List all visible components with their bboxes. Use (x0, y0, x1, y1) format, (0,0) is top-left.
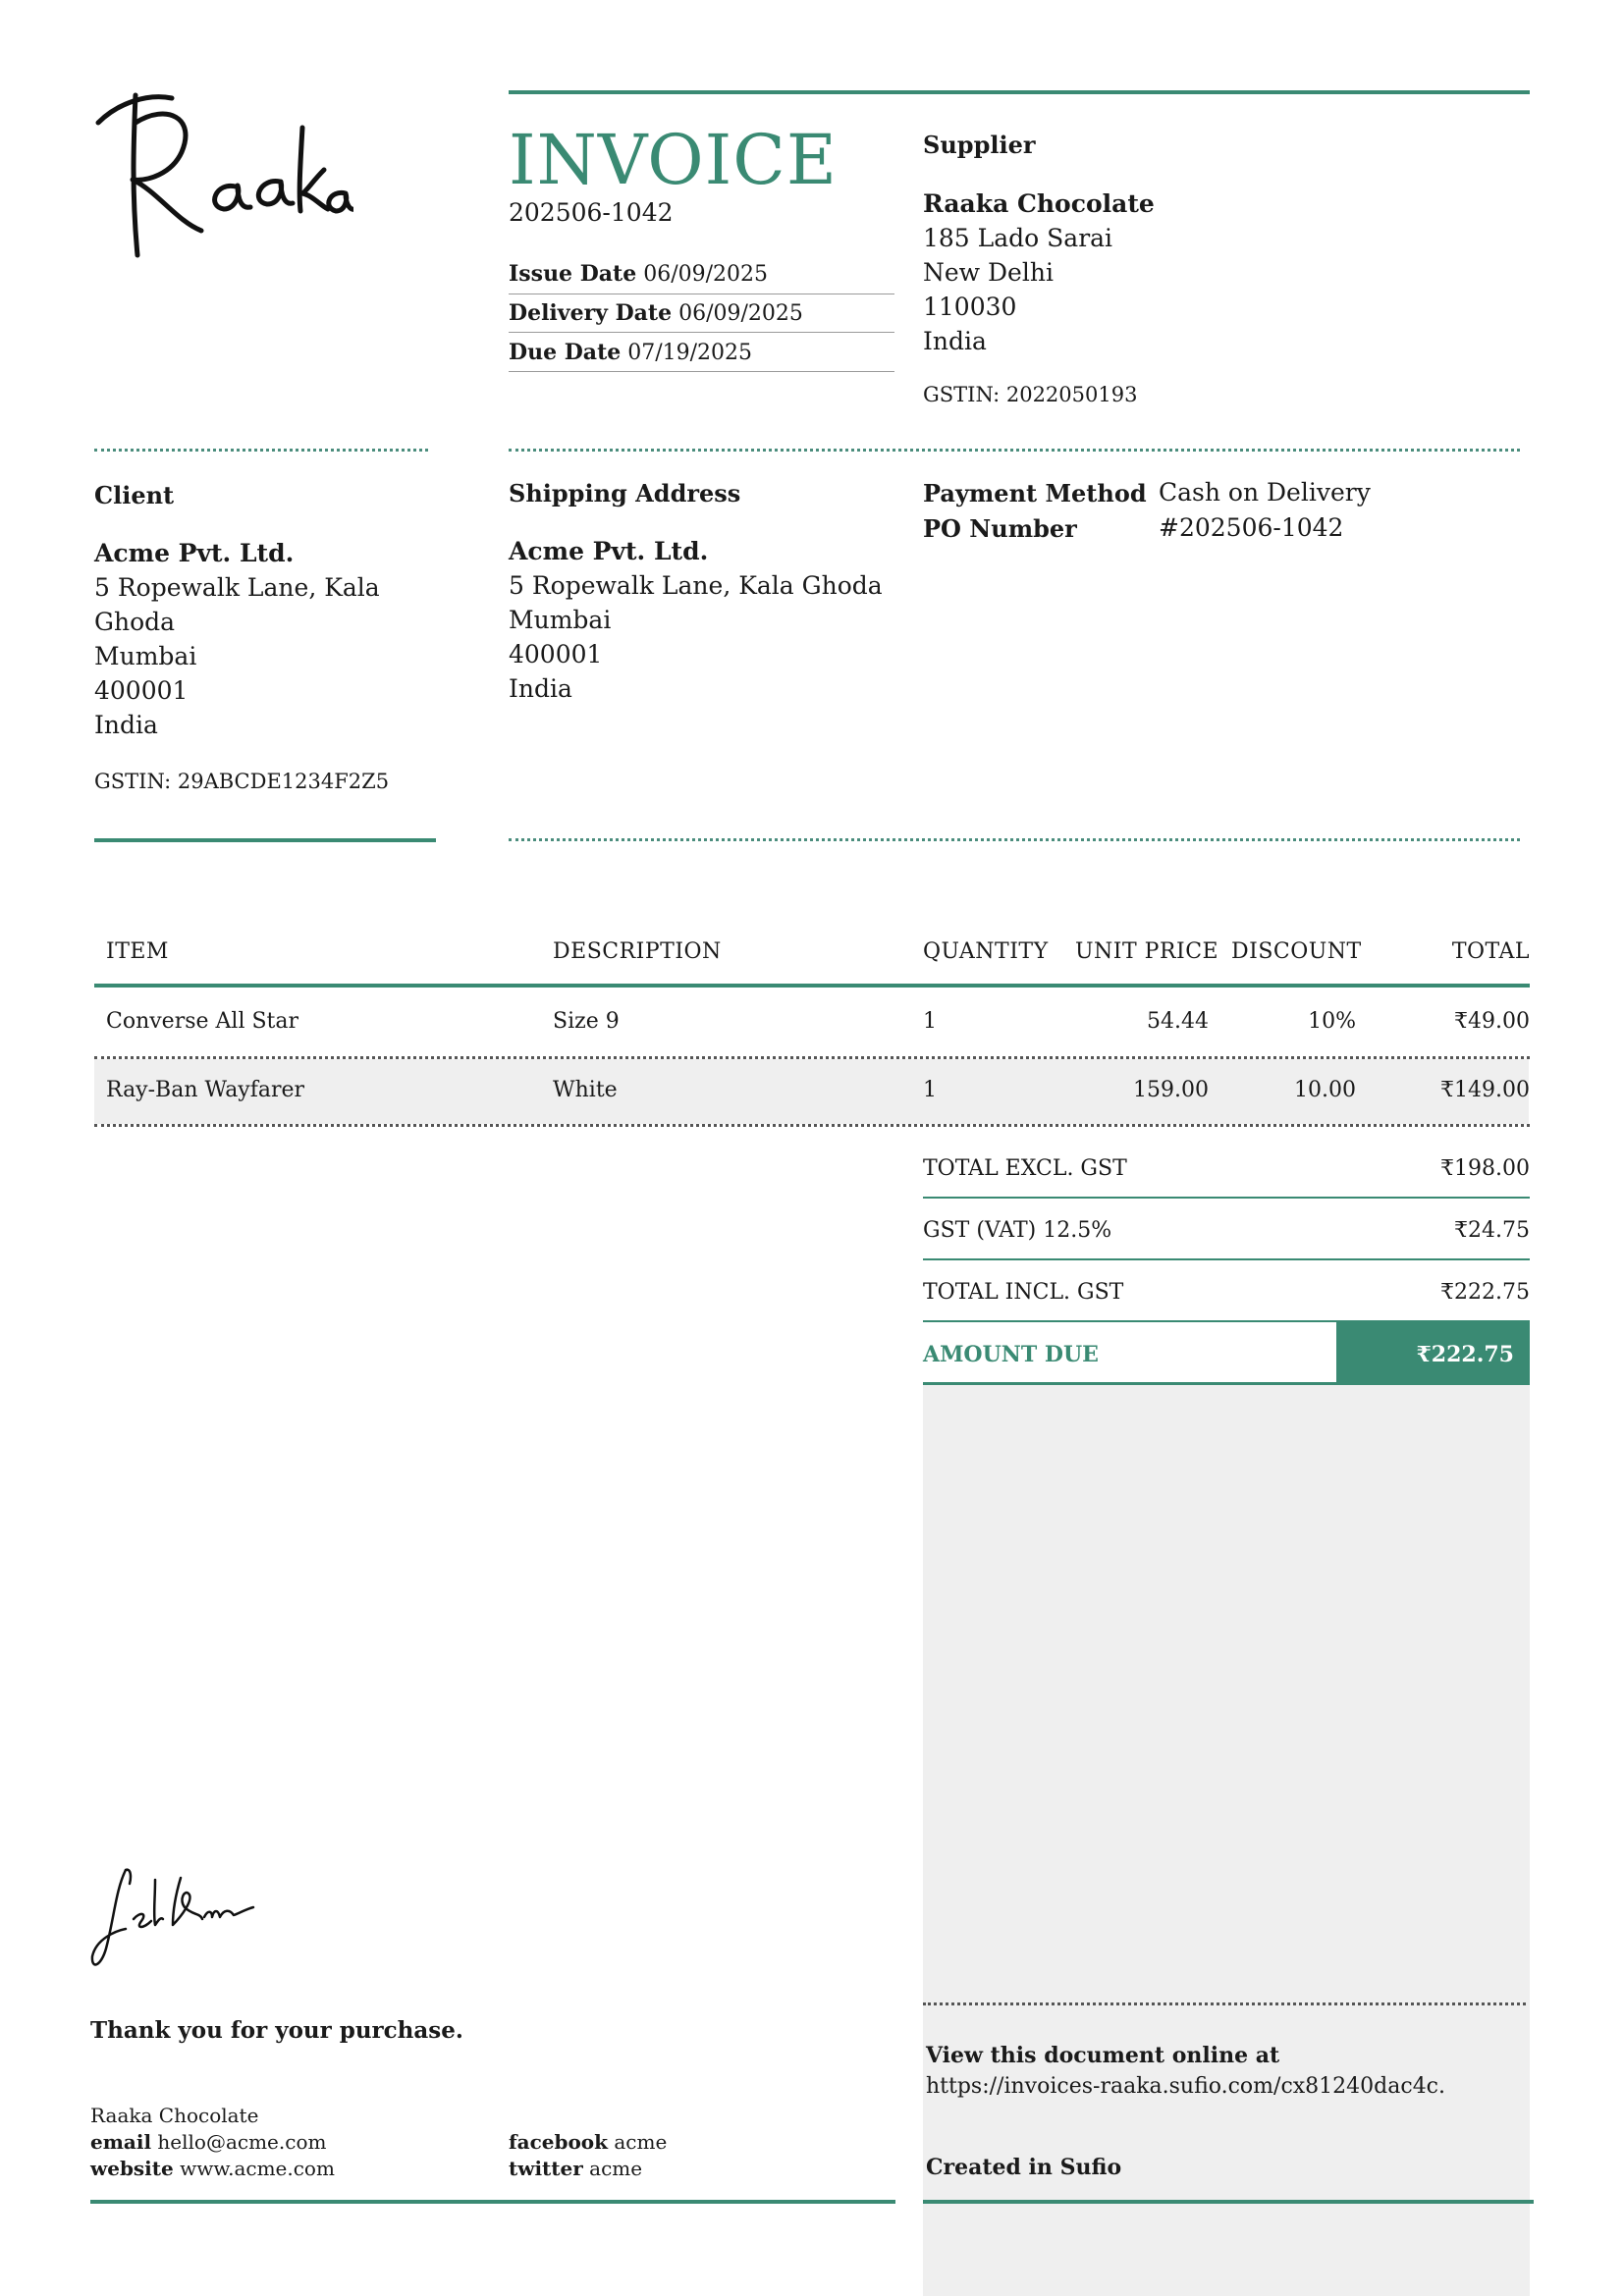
client-address-line: Ghoda (94, 608, 176, 636)
due-date-value: 07/19/2025 (627, 341, 753, 365)
signature (86, 1860, 263, 1978)
twitter-label: twitter (509, 2157, 583, 2180)
cell-total: ₹149.00 (1440, 1078, 1530, 1102)
delivery-date-row (509, 302, 894, 325)
shipping-address-line: India (509, 674, 572, 703)
section-separator (94, 449, 428, 452)
panel-footer-rule (923, 2200, 1534, 2204)
delivery-date-label: Delivery Date (509, 300, 673, 326)
supplier-address-line: 185 Lado Sarai (923, 224, 1113, 252)
table-header-rule (94, 984, 1530, 988)
divider (509, 332, 894, 333)
payment-method-label: Payment Method (923, 479, 1147, 507)
client-name: Acme Pvt. Ltd. (94, 539, 295, 567)
supplier-heading: Supplier (923, 131, 1036, 159)
issue-date-row (509, 263, 894, 286)
delivery-date-value: 06/09/2025 (678, 301, 803, 326)
cell-quantity: 1 (923, 1078, 937, 1102)
raaka-logo (88, 83, 353, 270)
supplier-name: Raaka Chocolate (923, 189, 1155, 218)
total-excl-label: TOTAL EXCL. GST (923, 1156, 1127, 1181)
gst-label: GST (VAT) 12.5% (923, 1218, 1112, 1243)
email-value[interactable]: hello@acme.com (157, 2130, 327, 2154)
section-separator (509, 449, 1520, 452)
issue-date-value: 06/09/2025 (643, 262, 769, 287)
facebook-label: facebook (509, 2130, 608, 2154)
view-online-label: View this document online at (926, 2043, 1280, 2068)
twitter-value[interactable]: acme (589, 2157, 643, 2180)
client-heading: Client (94, 481, 175, 509)
divider (509, 371, 894, 372)
total-incl-value: ₹222.75 (1440, 1280, 1530, 1305)
cell-unit-price: 159.00 (1133, 1078, 1209, 1102)
created-in-sufio: Created in Sufio (926, 2155, 1122, 2180)
supplier-gstin: GSTIN: 2022050193 (923, 383, 1138, 406)
shipping-heading: Shipping Address (509, 479, 741, 507)
footer-facebook (509, 2130, 667, 2154)
supplier-address-line: New Delhi (923, 258, 1054, 287)
totals-rule (923, 1197, 1530, 1199)
cell-description: White (553, 1078, 618, 1102)
client-address-line: Mumbai (94, 642, 197, 670)
cell-discount: 10% (1308, 1009, 1356, 1034)
cell-total: ₹49.00 (1454, 1009, 1530, 1034)
view-online-url[interactable]: https://invoices-raaka.sufio.com/cx81240dac4c. (926, 2074, 1445, 2099)
invoice-title: INVOICE (509, 120, 838, 200)
cell-description: Size 9 (553, 1009, 620, 1034)
website-value[interactable]: www.acme.com (180, 2157, 335, 2180)
email-label: email (90, 2130, 152, 2154)
shipping-block (509, 534, 883, 706)
footer-company: Raaka Chocolate (90, 2104, 259, 2127)
due-date-row (509, 342, 894, 364)
supplier-address-line: India (923, 327, 987, 355)
totals-rule (923, 1258, 1530, 1260)
section-separator (509, 838, 1520, 841)
col-header-discount: DISCOUNT (1231, 939, 1362, 964)
thank-you-message: Thank you for your purchase. (90, 2017, 463, 2044)
shipping-address-line: 5 Ropewalk Lane, Kala Ghoda (509, 571, 883, 600)
header-rule (509, 90, 1530, 94)
footer-rule (90, 2200, 895, 2204)
cell-quantity: 1 (923, 1009, 937, 1034)
col-header-quantity: QUANTITY (923, 939, 1049, 964)
client-address-line: 400001 (94, 676, 189, 705)
client-rule (94, 838, 436, 842)
supplier-address-line: 110030 (923, 293, 1017, 321)
amount-due-label: AMOUNT DUE (923, 1342, 1099, 1367)
col-header-unit-price: UNIT PRICE (1075, 939, 1219, 964)
facebook-value[interactable]: acme (614, 2130, 668, 2154)
amount-due-value: ₹222.75 (1416, 1342, 1514, 1367)
client-block (94, 536, 380, 742)
cell-item: Converse All Star (106, 1009, 299, 1034)
invoice-number: 202506-1042 (509, 198, 674, 227)
panel-separator (923, 2002, 1526, 2005)
po-number-label: PO Number (923, 514, 1077, 543)
website-label: website (90, 2157, 174, 2180)
issue-date-label: Issue Date (509, 261, 637, 287)
cell-discount: 10.00 (1294, 1078, 1356, 1102)
po-number-value: #202506-1042 (1159, 513, 1344, 542)
footer-website (90, 2157, 335, 2180)
total-incl-label: TOTAL INCL. GST (923, 1280, 1124, 1305)
col-header-total: TOTAL (1451, 939, 1530, 964)
cell-item: Ray-Ban Wayfarer (106, 1078, 305, 1102)
payment-method-value: Cash on Delivery (1159, 478, 1371, 507)
client-address-line: 5 Ropewalk Lane, Kala (94, 573, 380, 602)
client-address-line: India (94, 711, 158, 739)
footer-email (90, 2130, 326, 2154)
gst-value: ₹24.75 (1454, 1218, 1530, 1243)
supplier-block (923, 187, 1155, 358)
col-header-description: DESCRIPTION (553, 939, 722, 964)
row-separator (94, 1124, 1530, 1127)
shipping-address-line: 400001 (509, 640, 603, 668)
due-date-label: Due Date (509, 340, 622, 365)
cell-unit-price: 54.44 (1147, 1009, 1209, 1034)
client-gstin: GSTIN: 29ABCDE1234F2Z5 (94, 770, 390, 793)
col-header-item: ITEM (106, 939, 169, 964)
shipping-address-line: Mumbai (509, 606, 612, 634)
shipping-name: Acme Pvt. Ltd. (509, 537, 709, 565)
footer-twitter (509, 2157, 642, 2180)
total-excl-value: ₹198.00 (1440, 1156, 1530, 1181)
